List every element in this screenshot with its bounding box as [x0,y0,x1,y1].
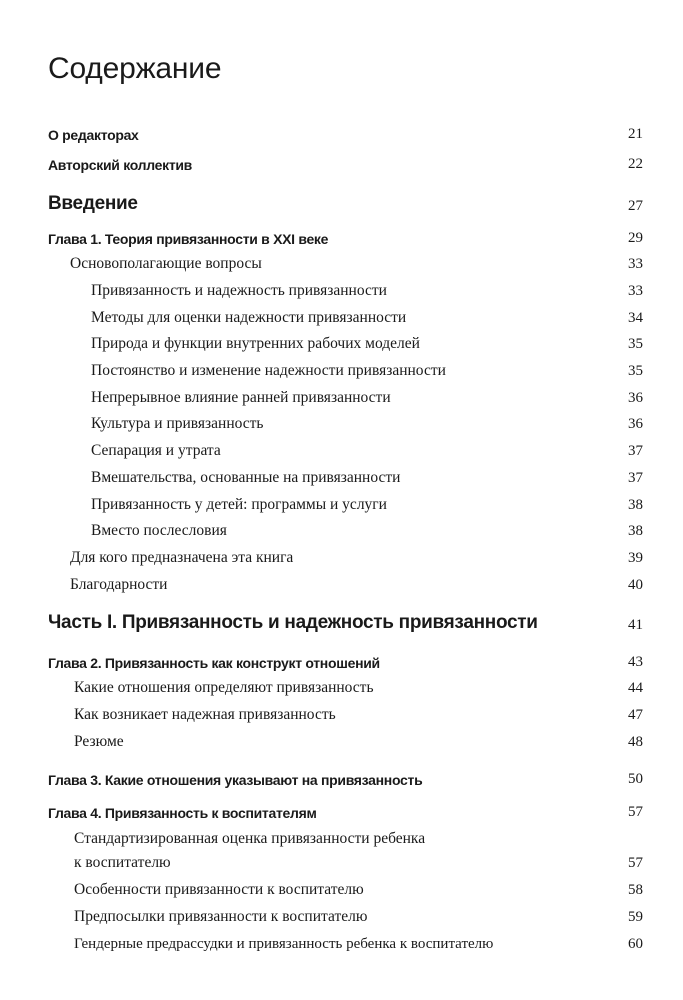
toc-entry-page: 34 [628,310,643,326]
toc-entry-title: Авторский коллектив [48,157,192,173]
toc-entry [0,305,683,329]
toc-entry-page: 33 [628,283,643,299]
toc-entry [0,438,683,462]
toc-entry [0,121,683,145]
toc-entry-title: Культура и привязанность [91,415,264,432]
toc-entry [0,572,683,596]
toc-entry-page: 35 [628,336,643,352]
toc-entry-title: Привязанность и надежность привязанности [91,282,387,299]
toc-entry [0,931,683,955]
toc-entry-page: 41 [628,617,643,633]
toc-entry-page: 44 [628,680,643,696]
toc-entry-title: Сепарация и утрата [91,442,221,459]
toc-entry [0,850,683,874]
toc-entry-page: 39 [628,550,643,566]
toc-entry-page: 59 [628,909,643,925]
toc-entry [0,225,683,249]
toc-entry-page: 48 [628,734,643,750]
toc-entry [0,358,683,382]
toc-entry-page: 37 [628,470,643,486]
toc-entry-page: 38 [628,523,643,539]
toc-entry-page: 29 [628,230,643,246]
toc-entry [0,492,683,516]
toc-entry-title: Глава 2. Привязанность как конструкт отношений [48,655,380,671]
toc-entry-title: к воспитателю [74,854,171,871]
toc-entry-title: Предпосылки привязанности к воспитателю [74,908,368,925]
toc-entry [0,278,683,302]
toc-entry [0,545,683,569]
toc-entry-title: Благодарности [70,576,168,593]
toc-entry-title: Вместо послесловия [91,522,227,539]
toc-entry-page: 40 [628,577,643,593]
toc-entry-page: 37 [628,443,643,459]
toc-entry [0,826,683,850]
toc-entry [0,251,683,275]
toc-entry-title: Стандартизированная оценка привязанности ребенка [74,830,426,847]
toc-entry [0,331,683,355]
toc-entry-title: Привязанность у детей: программы и услуги [91,496,387,513]
toc-entry-page: 27 [628,198,643,214]
toc-entry-page: 50 [628,771,643,787]
toc-entry-title: Постоянство и изменение надежности привязанности [91,362,446,379]
toc-entry-title: Основополагающие вопросы [70,255,262,272]
toc-entry [0,193,683,217]
toc-entry [0,649,683,673]
toc-entry-title: О редакторах [48,127,139,143]
toc-entry-title: Глава 3. Какие отношения указывают на привязанность [48,772,423,788]
toc-entry [0,799,683,823]
toc-entry-title: Введение [48,193,138,214]
toc-entry-title: Методы для оценки надежности привязанности [91,309,407,326]
toc-entry-title: Вмешательства, основанные на привязанности [91,469,401,486]
toc-entry [0,729,683,753]
toc-entry-page: 58 [628,882,643,898]
toc-entry-title: Природа и функции внутренних рабочих моделей [91,335,420,352]
toc-entry-title: Часть I. Привязанность и надежность привязанности [48,612,538,633]
toc-entry-page: 33 [628,256,643,272]
toc-entry-page: 57 [628,804,643,820]
toc-entry [0,151,683,175]
toc-entry-page: 36 [628,390,643,406]
toc-entry [0,766,683,790]
toc-entry-title: Какие отношения определяют привязанность [74,679,374,696]
page-title: Содержание [48,52,222,85]
toc-entry [0,877,683,901]
toc-entry [0,702,683,726]
toc-entry-title: Особенности привязанности к воспитателю [74,881,364,898]
toc-entry [0,904,683,928]
toc-entry-page: 43 [628,654,643,670]
toc-entry-page: 22 [628,156,643,172]
toc-entry [0,675,683,699]
toc-entry-title: Непрерывное влияние ранней привязанности [91,389,391,406]
toc-entry-title: Гендерные предрассудки и привязанность ребенка к воспитателю [74,936,494,952]
toc-entry-page: 35 [628,363,643,379]
toc-entry-page: 21 [628,126,643,142]
toc-entry-page: 57 [628,855,643,871]
toc-entry-title: Как возникает надежная привязанность [74,706,336,723]
toc-entry-title: Для кого предназначена эта книга [70,549,294,566]
toc-entry-title: Резюме [74,733,124,750]
toc-entry-title: Глава 4. Привязанность к воспитателям [48,805,317,821]
toc-entry-page: 60 [628,936,643,952]
toc-entry-page: 36 [628,416,643,432]
toc-entry [0,465,683,489]
toc-entry [0,411,683,435]
toc-entry [0,518,683,542]
toc-entry-page: 38 [628,497,643,513]
toc-entry-title: Глава 1. Теория привязанности в XXI веке [48,231,329,247]
toc-entry-page: 47 [628,707,643,723]
toc-entry [0,612,683,636]
toc-entry [0,385,683,409]
